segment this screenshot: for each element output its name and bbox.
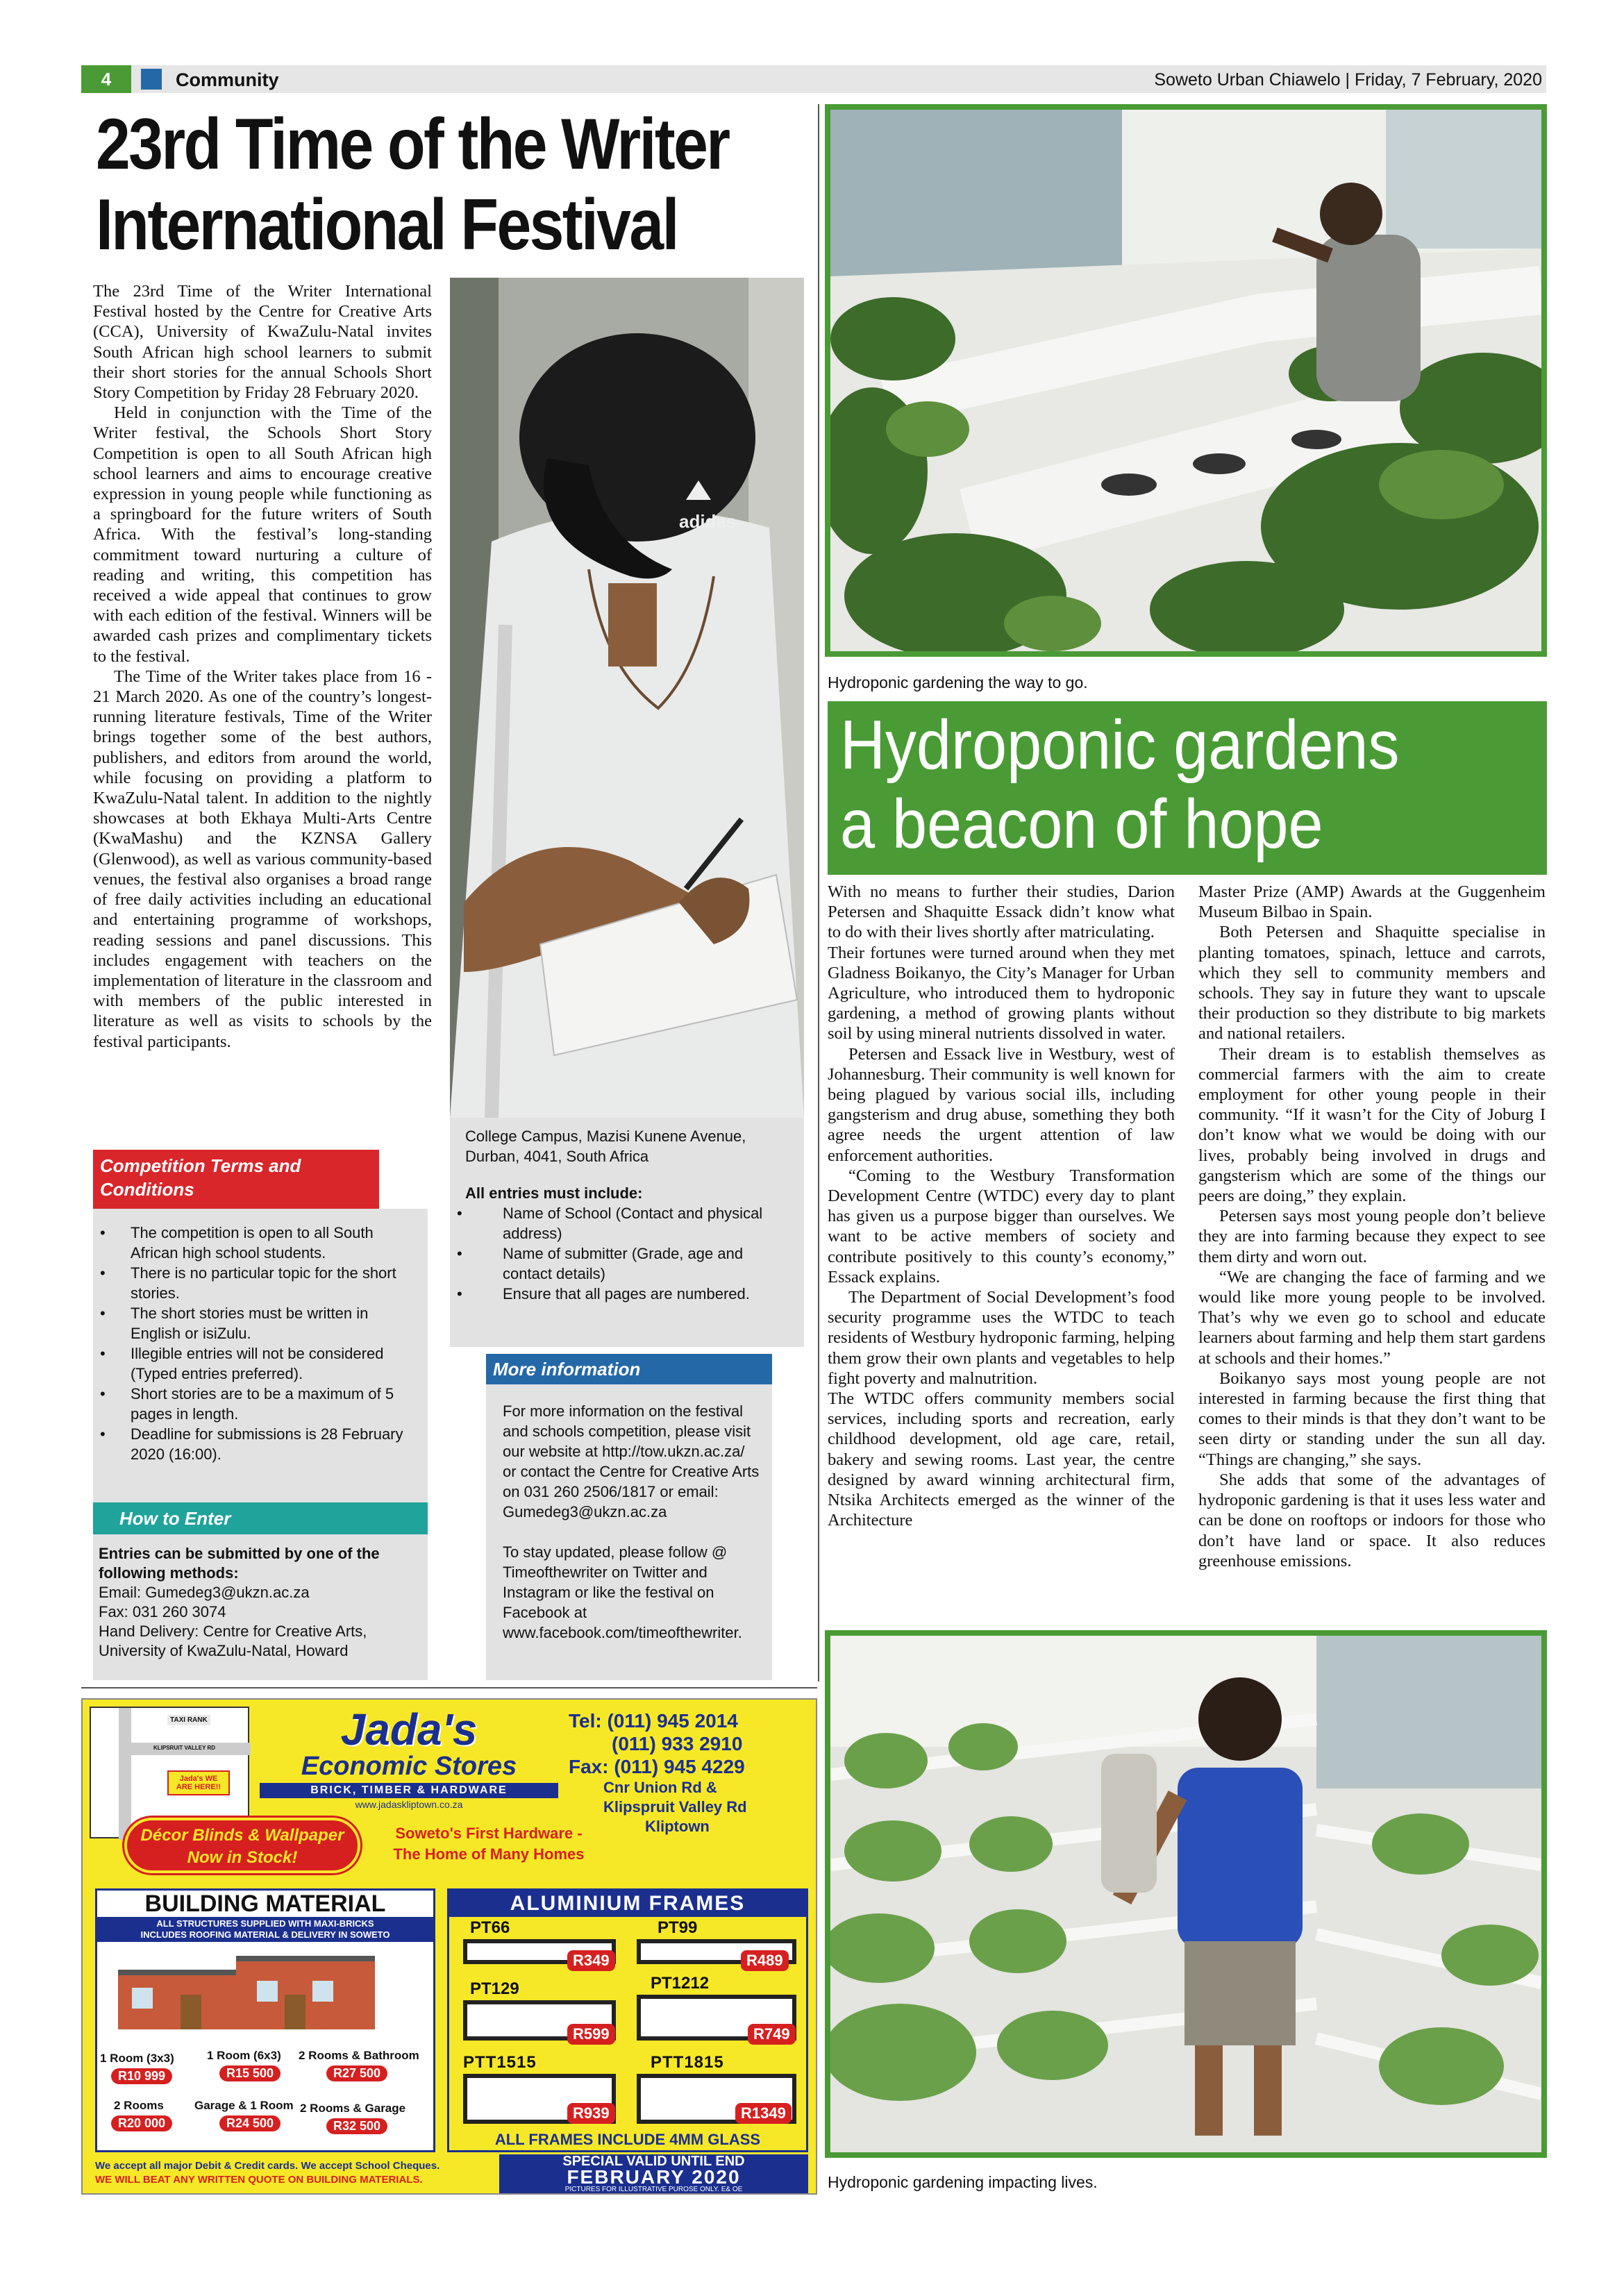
how-to-enter-title: How to Enter xyxy=(119,1508,231,1529)
cap-logo-text: adidas xyxy=(679,511,737,532)
hydroponic-top-illustration xyxy=(830,110,1541,651)
building-illustration xyxy=(104,1946,430,2036)
advert-first-hardware xyxy=(374,1823,603,1865)
address-box xyxy=(450,1118,804,1347)
building-material-panel xyxy=(95,1888,435,2152)
advert-decor-line1: Décor Blinds & Wallpaper xyxy=(140,1826,344,1845)
aluminium-frames-panel xyxy=(447,1888,808,2152)
map-taxi-rank: TAXI RANK xyxy=(167,1715,210,1725)
hydroponic-paragraph: She adds that some of the advantages of hydroponic gardening is that it uses less water and can be done on rooftops or indoors for those who don’t have land or space. It also reduces greenhouse emissions. xyxy=(1198,1470,1546,1570)
section-label: Community xyxy=(176,69,279,90)
advert-tel2: (011) 933 2910 xyxy=(612,1733,743,1754)
map-road-label: KLIPSRUIT VALLEY RD xyxy=(153,1745,216,1751)
frame-name: PT129 xyxy=(470,1979,519,1998)
hydroponic-paragraph: Their dream is to establish themselves as commercial farmers with the aim to create employment for other young people in their community. “If it wasn’t for the City of Joburg I don’t know what we would be doing with our lives, probably being involved in drugs and gangsterism which are some of the things our peers are doing,” they explain. xyxy=(1198,1044,1546,1206)
room-label: 2 Rooms xyxy=(114,2099,164,2112)
advert-first-hw-line1: Soweto's First Hardware - xyxy=(395,1825,583,1842)
hydroponic-paragraph: Petersen and Essack live in Westbury, west of Johannesburg. Their community is well known for being plagued by various social ills, including gangsterism and drug abuse, something they both agree needs the urgent attention of law enforcement authorities. xyxy=(828,1044,1175,1165)
advert-special-line1: SPECIAL VALID UNTIL END xyxy=(562,2154,745,2169)
frame-price: R749 xyxy=(748,2024,796,2045)
frame-name: PTT1515 xyxy=(463,2053,537,2072)
writer-paragraph: Held in conjunction with the Time of the Writer festival, the Schools Short Story Competition is open to all South African high school learners and aims to encourage creative expression in young people while functioning as a springboard for the future writers of South Africa. With the festival’s long-standing commitment toward nurturing a culture of reading and writing, this competition has received a wide appeal that continues to grow with each edition of the festival. Winners will be awarded cash prizes and complimentary tickets to the festival. xyxy=(93,403,432,666)
advert-fax: Fax: (011) 945 4229 xyxy=(569,1756,745,1777)
how-to-enter-box xyxy=(93,1534,428,1680)
top-photo-caption: Hydroponic gardening the way to go. xyxy=(828,673,1088,692)
hydroponic-headline-box xyxy=(828,701,1547,875)
address-text: College Campus, Mazisi Kunene Avenue, Durban, 4041, South Africa xyxy=(465,1128,746,1165)
jadas-advert xyxy=(81,1698,817,2195)
competition-item: • Short stories are to be a maximum of 5 pages in length. xyxy=(93,1384,419,1424)
competition-item: • Illegible entries will not be considered (Typed entries preferred). xyxy=(93,1343,419,1384)
writer-photo-illustration xyxy=(450,278,804,1118)
ad-divider xyxy=(81,1687,817,1689)
advert-address-line3: Kliptown xyxy=(645,1818,710,1835)
writer-photo xyxy=(450,278,804,1118)
advert-website: www.jadaskliptown.co.za xyxy=(355,1799,463,1810)
writer-headline-line1: 23rd Time of the Writer xyxy=(96,104,729,185)
how-to-enter-email: Email: Gumedeg3@ukzn.ac.za xyxy=(99,1584,310,1601)
hydroponic-paragraph: Master Prize (AMP) Awards at the Guggenheim Museum Bilbao in Spain. xyxy=(1198,882,1546,922)
frames-footer: ALL FRAMES INCLUDE 4MM GLASS xyxy=(449,2129,806,2150)
hydroponic-bottom-illustration xyxy=(830,1636,1541,2152)
publication-line: Soweto Urban Chiawelo | Friday, 7 February, 2020 xyxy=(1154,70,1542,90)
advert-brand-line1: Jada's xyxy=(340,1704,478,1754)
frame-name: PT1212 xyxy=(651,1974,710,1993)
advert-address-line2: Klipspruit Valley Rd xyxy=(603,1798,747,1816)
competition-item: • The competition is open to all South African high school students. xyxy=(93,1223,419,1263)
frame-price: R489 xyxy=(741,1950,789,1971)
writer-headline-line2: International Festival xyxy=(96,185,678,265)
frame-price: R1349 xyxy=(735,2103,792,2124)
room-price: R15 500 xyxy=(219,2065,281,2081)
hydroponic-paragraph: “We are changing the face of farming and we would like more young people to be involved. That’s why we even go to school and educate learners about farming and help them start gardens at schools and their homes.” xyxy=(1198,1267,1546,1368)
entries-list xyxy=(450,1203,789,1304)
room-label: Garage & 1 Room xyxy=(194,2099,294,2112)
room-label: 2 Rooms & Garage xyxy=(300,2102,406,2115)
more-info-para1: For more information on the festival and schools competition, please visit our website at http://tow.ukzn.ac.za/ or contact the Centre for Creative Arts on 031 260 2506/1817 or email: Gumedeg3@ukzn.ac.za xyxy=(503,1402,760,1520)
room-price: R27 500 xyxy=(326,2065,387,2081)
competition-list xyxy=(93,1223,419,1464)
competition-box xyxy=(93,1209,428,1507)
hydroponic-headline-line1: Hydroponic gardens xyxy=(840,706,1400,784)
hydroponic-paragraph: Their fortunes were turned around when they met Gladness Boikanyo, the City’s Manager for Urban Agriculture, who introduced them to hydroponic gardening, a method of growing plants without soil by using mineral nutrients dissolved in water. xyxy=(828,943,1175,1044)
room-label: 1 Room (6x3) xyxy=(207,2049,281,2062)
advert-brand-line2: Economic Stores xyxy=(301,1752,517,1781)
bottom-photo-caption: Hydroponic gardening impacting lives. xyxy=(828,2173,1098,2191)
how-to-enter-fax: Fax: 031 260 3074 xyxy=(99,1603,226,1620)
frame-name: PTT1815 xyxy=(651,2053,724,2072)
entries-item: • Ensure that all pages are numbered. xyxy=(450,1284,789,1304)
hydroponic-col1 xyxy=(828,882,1175,1531)
frame-name: PT66 xyxy=(470,1918,510,1937)
advert-special-line3: PICTURES FOR ILLUSTRATIVE PUROSE ONLY. E& OE xyxy=(564,2186,743,2193)
hydroponic-paragraph: “Coming to the Westbury Transformation Development Centre (WTDC) every day to plant has given us a purpose bigger than ourselves. We want to be active members of society and contribute positively to this county’s economy,” Essack explains. xyxy=(828,1166,1175,1287)
hydroponic-paragraph: Both Petersen and Shaquitte specialise in planting tomatoes, spinach, lettuce and carrots, which they sell to community members and schools. They say in future they want to upscale their production so they distribute to big markets and national retailers. xyxy=(1198,923,1546,1044)
competition-box-title-line1: Competition Terms and xyxy=(100,1155,301,1176)
writer-paragraph: The 23rd Time of the Writer International Festival hosted by the Centre for Creative Arts (CCA), University of KwaZulu-Natal invites South African high school learners to submit their short stories for the annual Schools Short Story Competition by Friday 28 February 2020. xyxy=(93,282,432,403)
advert-beat-line: WE WILL BEAT ANY WRITTEN QUOTE ON BUILDING MATERIALS. xyxy=(95,2174,423,2186)
advert-first-hw-line2: The Home of Many Homes xyxy=(393,1845,585,1863)
room-price: R20 000 xyxy=(111,2115,172,2131)
column-divider xyxy=(818,104,819,1682)
advert-brand-line3: BRICK, TIMBER & HARDWARE xyxy=(260,1783,558,1798)
frame-price: R349 xyxy=(567,1950,615,1971)
room-label: 2 Rooms & Bathroom xyxy=(299,2049,419,2062)
room-price: R24 500 xyxy=(219,2115,281,2131)
hydroponic-headline-line2: a beacon of hope xyxy=(840,785,1323,863)
map-store-marker: Jada's WE ARE HERE!! xyxy=(167,1770,230,1795)
hydroponic-top-photo xyxy=(825,104,1547,657)
hydroponic-paragraph: With no means to further their studies, Darion Petersen and Shaquitte Essack didn’t know what to do with their lives shortly after matriculating. xyxy=(828,882,1175,942)
hydroponic-paragraph: Petersen says most young people don’t believe they are into farming because they expect to see them dirty and worn out. xyxy=(1198,1207,1546,1266)
advert-contacts xyxy=(569,1709,812,1836)
more-info-para2: To stay updated, please follow @ Timeofthewriter on Twitter and Instagram or like the festival on Facebook at www.facebook.com/timeofthewriter. xyxy=(503,1543,742,1641)
competition-box-title-line2: Conditions xyxy=(100,1179,194,1200)
writer-body xyxy=(93,281,432,1052)
competition-item: • Deadline for submissions is 28 February 2020 (16:00). xyxy=(93,1424,419,1464)
competition-item: • The short stories must be written in English or isiZulu. xyxy=(93,1303,419,1343)
how-to-enter-header xyxy=(93,1502,428,1534)
entries-item: • Name of submitter (Grade, age and contact details) xyxy=(450,1243,789,1284)
advert-tel: Tel: (011) 945 2014 xyxy=(569,1710,738,1732)
room-price: R10 999 xyxy=(111,2068,172,2084)
building-sub: ALL STRUCTURES SUPPLIED WITH MAXI-BRICKS INCLUDES ROOFING MATERIAL & DELIVERY IN SOWETO xyxy=(97,1917,433,1942)
building-title: BUILDING MATERIAL xyxy=(97,1891,433,1917)
entries-item: • Name of School (Contact and physical address) xyxy=(450,1203,789,1243)
entries-lead: All entries must include: xyxy=(465,1184,643,1202)
advert-address-line1: Cnr Union Rd & xyxy=(603,1779,717,1796)
writer-paragraph: The Time of the Writer takes place from 16 - 21 March 2020. As one of the country’s longest-running literature festivals, Time of the Writer brings together some of the best authors, publishers, and editors from around the world, while focusing on providing a platform to KwaZulu-Natal talent. In addition to the nightly showcases at both Ekhaya Multi-Arts Centre (KwaMashu) and the KZNSA Gallery (Glenwood), as well as various community-based venues, the festival also organises a broad range of free daily activities including an educational and entertaining programme of workshops, reading sessions and panel discussions. This includes engagement with teachers on the implementation of literature in the classroom and with members of the public interested in literature as well as visits to schools by the festival participants. xyxy=(93,667,432,1051)
advert-brand xyxy=(256,1704,562,1811)
advert-special-line2: FEBRUARY 2020 xyxy=(567,2166,741,2188)
how-to-enter-lead: Entries can be submitted by one of the following methods: xyxy=(99,1545,380,1582)
hydroponic-paragraph: The Department of Social Development’s food security programme uses the WTDC to teach residents of Westbury hydroponic farming, helping them grow their own plants and vegetables to help fight poverty and malnutrition. xyxy=(828,1288,1175,1388)
room-label: 1 Room (3x3) xyxy=(100,2052,174,2065)
frame-price: R599 xyxy=(567,2024,615,2045)
hydroponic-paragraph: The WTDC offers community members social services, including sports and recreation, early childhood development, old age care, retail, bakery and sewing rooms. Last year, the centre designed by award winning architectural firm, Ntsika Architects emerged as the winner of the Architecture xyxy=(828,1389,1175,1530)
competition-box-header xyxy=(93,1150,379,1209)
more-info-header xyxy=(486,1354,772,1384)
hydroponic-bottom-photo xyxy=(825,1630,1547,2158)
writer-headline xyxy=(96,104,811,265)
hydroponic-col2 xyxy=(1198,882,1546,1571)
advert-accept-line: We accept all major Debit & Credit cards. We accept School Cheques. xyxy=(95,2160,440,2172)
more-info-box xyxy=(486,1384,772,1680)
page-number: 4 xyxy=(81,65,131,93)
advert-special-box xyxy=(499,2154,808,2193)
section-marker xyxy=(141,69,162,90)
room-price: R32 500 xyxy=(326,2118,387,2134)
competition-item: • There is no particular topic for the short stories. xyxy=(93,1263,419,1303)
frames-title: ALUMINIUM FRAMES xyxy=(449,1891,806,1917)
frame-name: PT99 xyxy=(658,1918,698,1937)
map-road-v xyxy=(119,1708,131,1840)
hydroponic-paragraph: Boikanyo says most young people are not interested in farming because the first thing that comes to their minds is that they don’t want to be seen dirty or standing under the sun all day. “Things are changing,” she says. xyxy=(1198,1368,1546,1469)
advert-decor-line2: Now in Stock! xyxy=(187,1848,298,1867)
more-info-title: More information xyxy=(493,1359,641,1380)
advert-decor-badge xyxy=(124,1818,360,1873)
how-to-enter-hand: Hand Delivery: Centre for Creative Arts, University of KwaZulu-Natal, Howard xyxy=(99,1623,367,1659)
frame-price: R939 xyxy=(567,2103,615,2124)
